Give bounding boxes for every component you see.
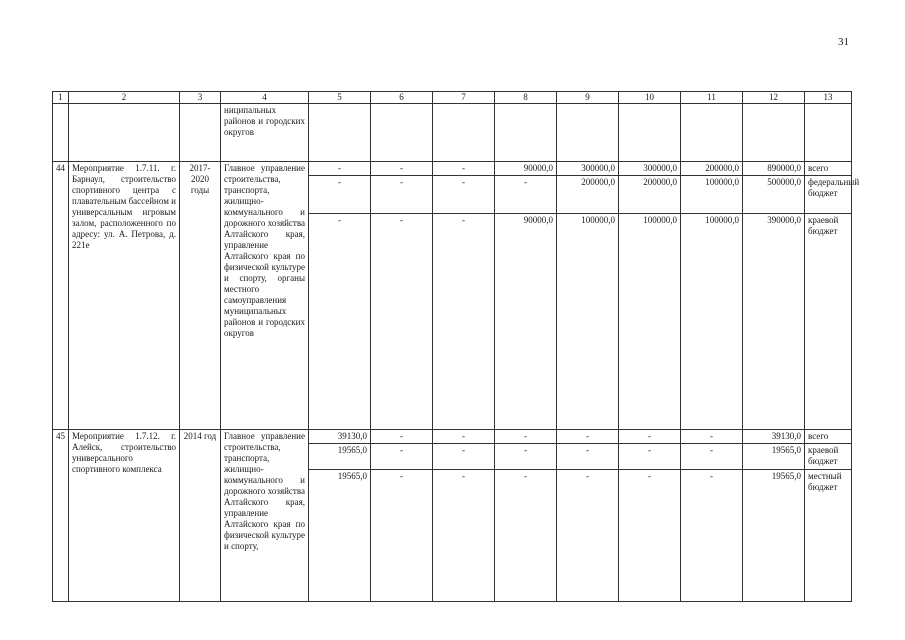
value-cell: - (433, 470, 495, 602)
column-number: 8 (495, 92, 557, 104)
value-cell: - (495, 176, 557, 214)
table-row (53, 430, 852, 444)
funding-source: всего (805, 430, 852, 444)
value-cell: 90000,0 (495, 162, 557, 176)
table-row (53, 162, 852, 176)
period-cell: 2017-2020 годы (180, 162, 221, 430)
column-number: 6 (371, 92, 433, 104)
value-cell: 300000,0 (619, 162, 681, 176)
value-cell: 200000,0 (557, 176, 619, 214)
carry-over-row (53, 104, 852, 162)
row-number: 44 (53, 162, 69, 430)
value-cell: - (371, 214, 433, 430)
executor-cell: Главное управление строительства, транспорта, жилищно-коммунального и дорожного хозяйства Алтайского края, управление Алтайского края по физической культуре и спорту, органы местного самоуправления муниципальных районов и городских округов (221, 162, 309, 430)
value-cell: 19565,0 (743, 470, 805, 602)
value-cell: - (681, 430, 743, 444)
column-number-row (53, 92, 852, 104)
value-cell: 100000,0 (557, 214, 619, 430)
value-cell: 200000,0 (619, 176, 681, 214)
period-cell: 2014 год (180, 430, 221, 602)
value-cell: - (433, 430, 495, 444)
funding-source: краевой бюджет (805, 214, 852, 430)
column-number: 1 (53, 92, 69, 104)
column-number: 12 (743, 92, 805, 104)
value-cell: 39130,0 (743, 430, 805, 444)
value-cell: 19565,0 (309, 444, 371, 470)
value-cell: 100000,0 (681, 176, 743, 214)
executor-cell: ниципальных районов и городских округов (221, 104, 309, 162)
value-cell: - (433, 214, 495, 430)
value-cell: 390000,0 (743, 214, 805, 430)
column-number: 4 (221, 92, 309, 104)
value-cell: - (495, 430, 557, 444)
value-cell: - (371, 430, 433, 444)
page-number: 31 (838, 36, 849, 48)
value-cell: - (495, 470, 557, 602)
value-cell: 39130,0 (309, 430, 371, 444)
value-cell: - (309, 176, 371, 214)
funding-source: местный бюджет (805, 470, 852, 602)
value-cell: - (619, 470, 681, 602)
value-cell: 19565,0 (743, 444, 805, 470)
value-cell: - (433, 444, 495, 470)
value-cell: - (557, 470, 619, 602)
activity-name: Мероприятие 1.7.12. г. Алейск, строительство универсального спортивного комплекса (69, 430, 180, 602)
column-number: 2 (69, 92, 180, 104)
column-number: 5 (309, 92, 371, 104)
funding-source: краевой бюджет (805, 444, 852, 470)
funding-source: всего (805, 162, 852, 176)
value-cell: - (619, 430, 681, 444)
value-cell: - (619, 444, 681, 470)
value-cell: - (371, 444, 433, 470)
value-cell: - (495, 444, 557, 470)
column-number: 13 (805, 92, 852, 104)
column-number: 7 (433, 92, 495, 104)
column-number: 3 (180, 92, 221, 104)
value-cell: 500000,0 (743, 176, 805, 214)
value-cell: 100000,0 (681, 214, 743, 430)
funding-source: федеральный бюджет (805, 176, 852, 214)
value-cell: - (433, 162, 495, 176)
value-cell: 200000,0 (681, 162, 743, 176)
value-cell: - (681, 444, 743, 470)
value-cell: - (371, 162, 433, 176)
value-cell: 890000,0 (743, 162, 805, 176)
executor-cell: Главное управление строительства, транспорта, жилищно-коммунального и дорожного хозяйства Алтайского края, управление Алтайского края по физической культуре и спорту, (221, 430, 309, 602)
value-cell: - (371, 470, 433, 602)
value-cell: 19565,0 (309, 470, 371, 602)
column-number: 10 (619, 92, 681, 104)
value-cell: - (433, 176, 495, 214)
value-cell: 300000,0 (557, 162, 619, 176)
value-cell: - (557, 444, 619, 470)
activity-name: Мероприятие 1.7.11. г. Барнаул, строительство спортивного центра с плавательным бассейном и универсальным игровым залом, расположенного по адресу: ул. А. Петрова, д. 221е (69, 162, 180, 430)
column-number: 9 (557, 92, 619, 104)
value-cell: - (557, 430, 619, 444)
row-number: 45 (53, 430, 69, 602)
column-number: 11 (681, 92, 743, 104)
value-cell: - (309, 214, 371, 430)
value-cell: - (309, 162, 371, 176)
value-cell: - (371, 176, 433, 214)
value-cell: 100000,0 (619, 214, 681, 430)
value-cell: - (681, 470, 743, 602)
value-cell: 90000,0 (495, 214, 557, 430)
program-table (52, 91, 860, 602)
